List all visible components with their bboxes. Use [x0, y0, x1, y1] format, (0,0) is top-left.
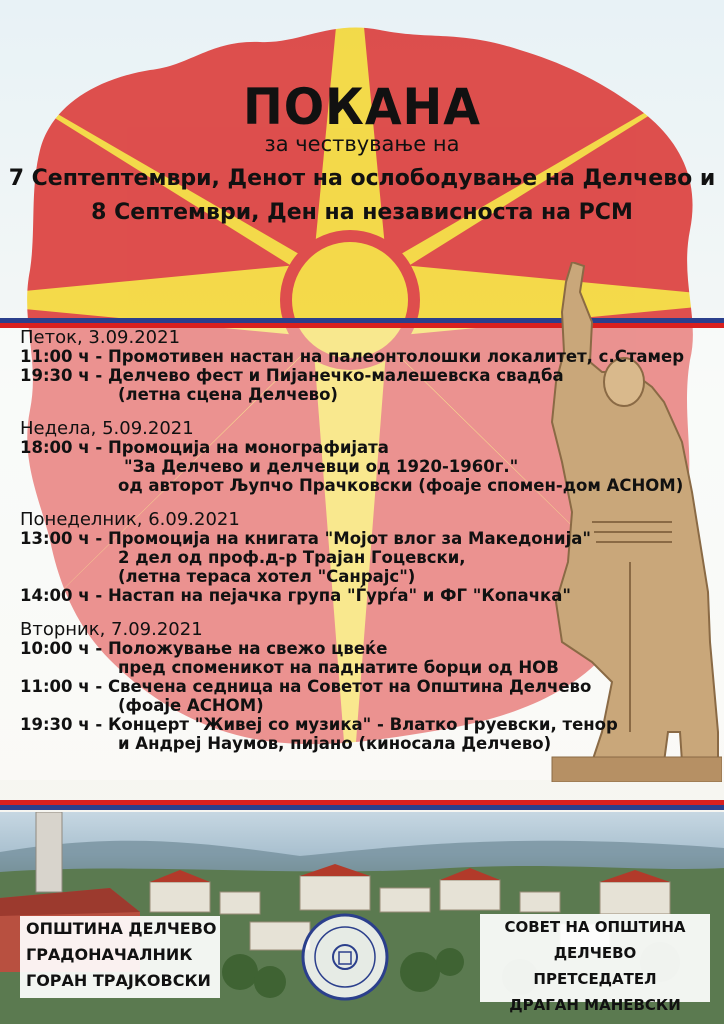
- poster-subtitle: за чествување на: [264, 132, 460, 156]
- day-heading: Недела, 5.09.2021: [20, 418, 194, 439]
- event-text: Свечена седница на Советот на Општина Делчево: [107, 677, 592, 696]
- event-program: [20, 328, 720, 753]
- event-row: 13:00 ч - Промоција на книгата "Мојот влог за Македонија": [20, 529, 591, 548]
- event-text: Промоција на книгата "Мојот влог за Македонија": [107, 529, 591, 548]
- mayor-signature-block: [20, 916, 220, 998]
- council-line-3: ДРАГАН МАНЕВСКИ: [509, 996, 681, 1014]
- event-time: 10:00 ч: [20, 639, 90, 658]
- event-continuation: 2 дел од проф.д-р Трајан Гоцевски,: [118, 548, 466, 567]
- event-time: 18:00 ч: [20, 438, 90, 457]
- event-text: Делчево фест и Пијанечко-малешевска свадба: [107, 366, 564, 385]
- event-row: 19:30 ч - Концерт "Живеј со музика" - Влатко Груевски, тенор: [20, 715, 618, 734]
- event-text: Промоција на монографијата: [107, 438, 389, 457]
- event-time: 13:00 ч: [20, 529, 90, 548]
- event-row: 14:00 ч - Настап на пејачка група "Ѓурѓа" и ФГ "Копачка": [20, 586, 571, 605]
- event-row: 18:00 ч - Промоција на монографијата: [20, 438, 389, 457]
- mayor-line-1: ОПШТИНА ДЕЛЧЕВО: [26, 919, 217, 938]
- poster-title: ПОКАНА: [243, 78, 481, 136]
- council-signature-block: [480, 914, 710, 1014]
- event-row: 19:30 ч - Делчево фест и Пијанечко-малешевска свадба: [20, 366, 564, 385]
- event-continuation: "За Делчево и делчевци од 1920-1960г.": [124, 457, 519, 476]
- day-heading: Петок, 3.09.2021: [20, 327, 181, 348]
- stripe-blue-bottom: [0, 805, 724, 810]
- event-continuation: (фоаје АСНОМ): [118, 696, 264, 715]
- event-text: Положување на свежо цвеќе: [107, 639, 388, 658]
- event-continuation: (летна сцена Делчево): [118, 385, 338, 404]
- mayor-line-3: ГОРАН ТРАЈКОВСКИ: [26, 971, 211, 990]
- event-continuation: од авторот Љупчо Прачковски (фоаје спомен-дом АСНОМ): [118, 476, 684, 495]
- event-text: Промотивен настан на палеонтолошки локалитет, с.Стамер: [107, 347, 685, 366]
- day-heading: Вторник, 7.09.2021: [20, 619, 203, 640]
- event-continuation: и Андреј Наумов, пијано (киносала Делчево): [118, 734, 552, 753]
- event-row: 11:00 ч - Свечена седница на Советот на Општина Делчево: [20, 677, 592, 696]
- event-row: 11:00 ч - Промотивен настан на палеонтолошки локалитет, с.Стамер: [20, 347, 685, 366]
- council-line-1: СОВЕТ НА ОПШТИНА ДЕЛЧЕВО: [504, 918, 686, 962]
- headline-line-1: 7 Септептември, Денот на ослободување на Делчево и: [8, 166, 716, 191]
- event-continuation: (летна тераса хотел "Санрајс"): [118, 567, 416, 586]
- mayor-line-2: ГРАДОНАЧАЛНИК: [26, 945, 193, 964]
- event-text: Настап на пејачка група "Ѓурѓа" и ФГ "Копачка": [107, 586, 571, 605]
- event-row: 10:00 ч - Положување на свежо цвеќе: [20, 639, 388, 658]
- event-continuation: пред споменикот на паднатите борци од НОВ: [118, 658, 559, 677]
- event-time: 14:00 ч: [20, 586, 90, 605]
- event-time: 11:00 ч: [20, 677, 90, 696]
- headline-line-2: 8 Септември, Ден на независноста на РСМ: [91, 200, 633, 225]
- day-heading: Понеделник, 6.09.2021: [20, 509, 240, 530]
- event-time: 11:00 ч: [20, 347, 90, 366]
- event-text: Концерт "Живеј со музика" - Влатко Груевски, тенор: [107, 715, 618, 734]
- municipality-seal: [300, 912, 390, 1002]
- event-time: 19:30 ч: [20, 366, 90, 385]
- council-line-2: ПРЕТСЕДАТЕЛ: [533, 970, 657, 988]
- event-time: 19:30 ч: [20, 715, 90, 734]
